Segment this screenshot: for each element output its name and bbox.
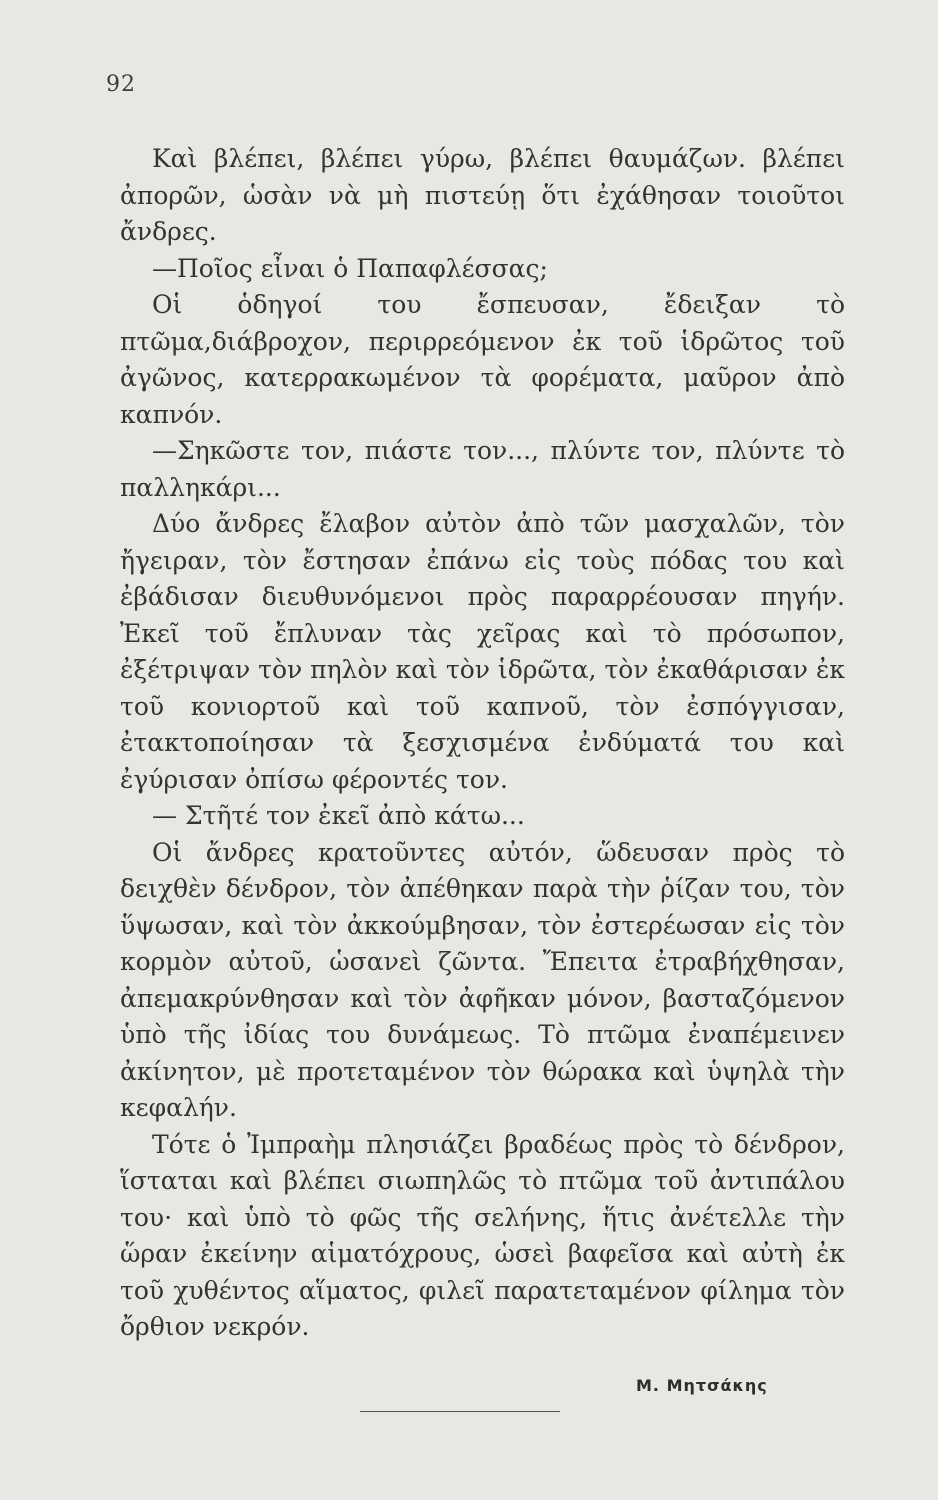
paragraph: Οἱ ἄνδρες κρατοῦντες αὐτόν, ὥδευσαν πρὸς τὸ δειχθὲν δένδρον, τὸν ἀπέθηκαν παρὰ τὴν ῥίζαν του, τὸν ὕψωσαν, καὶ τὸν ἀκκούμβησαν, τὸν ἐστερέωσαν εἰς τὸν κορμὸν αὐτοῦ, ὡσανεὶ ζῶντα. Ἔπειτα ἐτραβήχθησαν, ἀπεμακρύνθησαν καὶ τὸν ἀφῆκαν μόνον, βασταζόμενον ὑπὸ τῆς ἰδίας του δυνάμεως. Τὸ πτῶμα ἐναπέμεινεν ἀκίνητον, μὲ προτεταμένον τὸν θώρακα καὶ ὑψηλὰ τὴν κεφαλήν. [120, 837, 845, 1122]
dialogue-line: — Στῆτέ τον ἐκεῖ ἀπὸ κάτω... [152, 801, 525, 830]
body-text [120, 141, 845, 1346]
paragraph: Δύο ἄνδρες ἔλαβον αὐτὸν ἀπὸ τῶν μασχαλῶν, τὸν ἤγειραν, τὸν ἔστησαν ἐπάνω εἰς τοὺς πόδας του καὶ ἐβάδισαν διευθυνόμενοι πρὸς παραρρέουσαν πηγήν. Ἐκεῖ τοῦ ἔπλυναν τὰς χεῖρας καὶ τὸ πρόσωπον, ἐξέτριψαν τὸν πηλὸν καὶ τὸν ἱδρῶτα, τὸν ἐκαθάρισαν ἐκ τοῦ κονιορτοῦ καὶ τοῦ καπνοῦ, τὸν ἐσπόγγισαν, ἐτακτοποίησαν τὰ ξεσχισμένα ἐνδύματά του καὶ ἐγύρισαν ὀπίσω φέροντές τον. [120, 509, 845, 794]
paragraph: Οἱ ὁδηγοί του ἔσπευσαν, ἔδειξαν τὸ πτῶμα,διάβροχον, περιρρεόμενον ἐκ τοῦ ἱδρῶτος τοῦ ἀγῶνος, κατερρακωμένον τὰ φορέματα, μαῦρον ἀπὸ καπνόν. [120, 290, 845, 429]
dialogue-line: —Σηκῶστε τον, πιάστε τον..., πλύντε τον, πλύντε τὸ παλληκάρι... [120, 436, 845, 502]
paragraph: Τότε ὁ Ἰμπραὴμ πλησιάζει βραδέως πρὸς τὸ δένδρον, ἵσταται καὶ βλέπει σιωπηλῶς τὸ πτῶμα τοῦ ἀντιπάλου του· καὶ ὑπὸ τὸ φῶς τῆς σελήνης, ἥτις ἀνέτελλε τὴν ὥραν ἐκείνην αἱματόχρους, ὡσεὶ βαφεῖσα καὶ αὐτὴ ἐκ τοῦ χυθέντος αἵματος, φιλεῖ παρατεταμένον φίλημα τὸν ὄρθιον νεκρόν. [120, 1129, 845, 1341]
author-signature: Μ. Μητσάκης [636, 1376, 768, 1395]
end-rule-divider [360, 1411, 560, 1412]
page-number: 92 [106, 72, 136, 97]
paragraph: Καὶ βλέπει, βλέπει γύρω, βλέπει θαυμάζων. βλέπει ἀπορῶν, ὡσὰν νὰ μὴ πιστεύῃ ὅτι ἐχάθησαν τοιοῦτοι ἄνδρες. [120, 144, 845, 246]
dialogue-line: —Ποῖος εἶναι ὁ Παπαφλέσσας; [152, 253, 548, 283]
